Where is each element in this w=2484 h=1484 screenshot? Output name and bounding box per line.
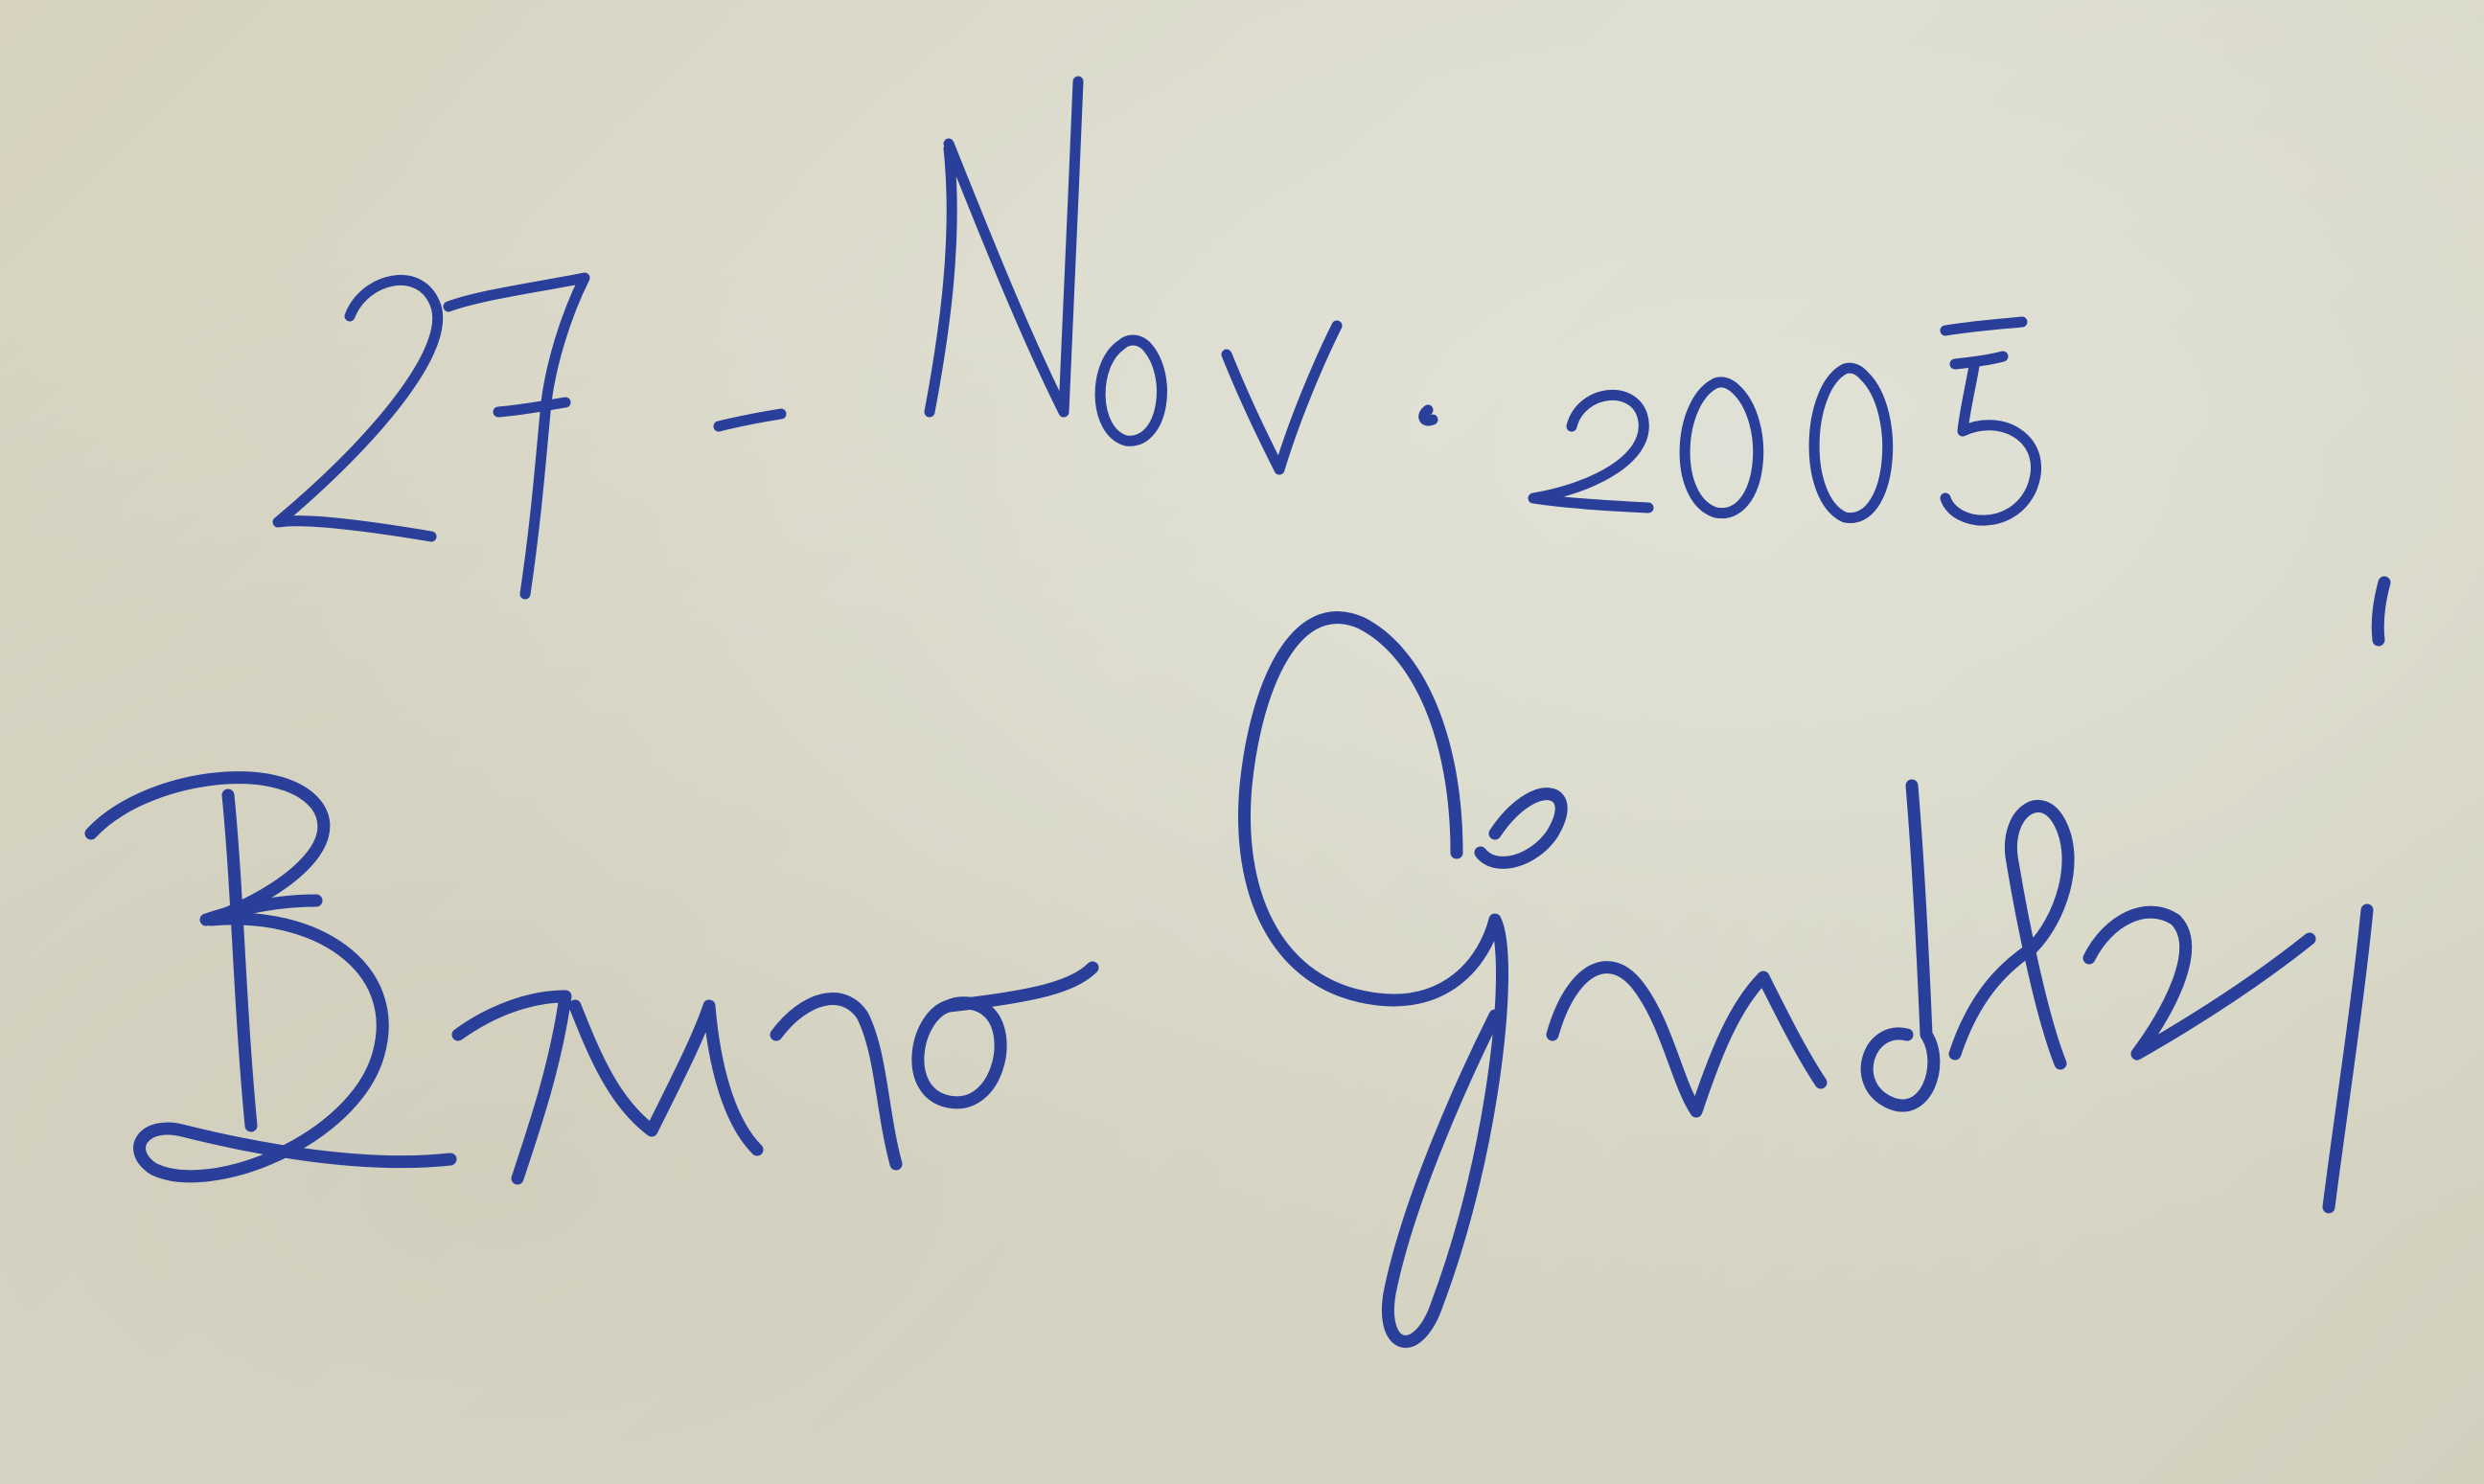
date-char-7	[448, 278, 585, 594]
date-char-v	[1227, 326, 1337, 469]
handwritten-signature	[91, 582, 2384, 1341]
date-char-2b	[1533, 395, 1648, 508]
date-char-0b	[1814, 368, 1888, 517]
sig-d	[1867, 786, 1934, 1106]
date-dash	[719, 414, 781, 426]
date-char-N	[930, 81, 1078, 412]
sig-n	[776, 999, 896, 1164]
sig-o	[918, 968, 1092, 1103]
date-char-o	[1100, 340, 1162, 441]
sig-B-stem	[228, 795, 251, 1126]
sig-f	[2089, 912, 2310, 1054]
date-dot	[1424, 410, 1433, 421]
sig-G-hook	[1481, 794, 1561, 863]
sig-u	[575, 1006, 757, 1150]
sig-i-dot	[2378, 582, 2384, 640]
handwritten-date	[278, 81, 2036, 594]
sig-B-loop	[91, 778, 450, 1176]
sig-i-stem	[2329, 910, 2367, 1207]
sig-G	[1245, 618, 1503, 1342]
date-char-0a	[1685, 382, 1759, 514]
sig-o-l	[1955, 806, 2068, 1063]
date-char-2	[278, 280, 438, 537]
handwritten-ink	[91, 81, 2384, 1341]
date-char-7-bar	[498, 402, 565, 412]
date-char-5-flag	[1945, 322, 2022, 331]
sig-r	[458, 996, 565, 1178]
date-char-5	[1945, 356, 2036, 520]
sig-a-n	[1552, 968, 1821, 1111]
